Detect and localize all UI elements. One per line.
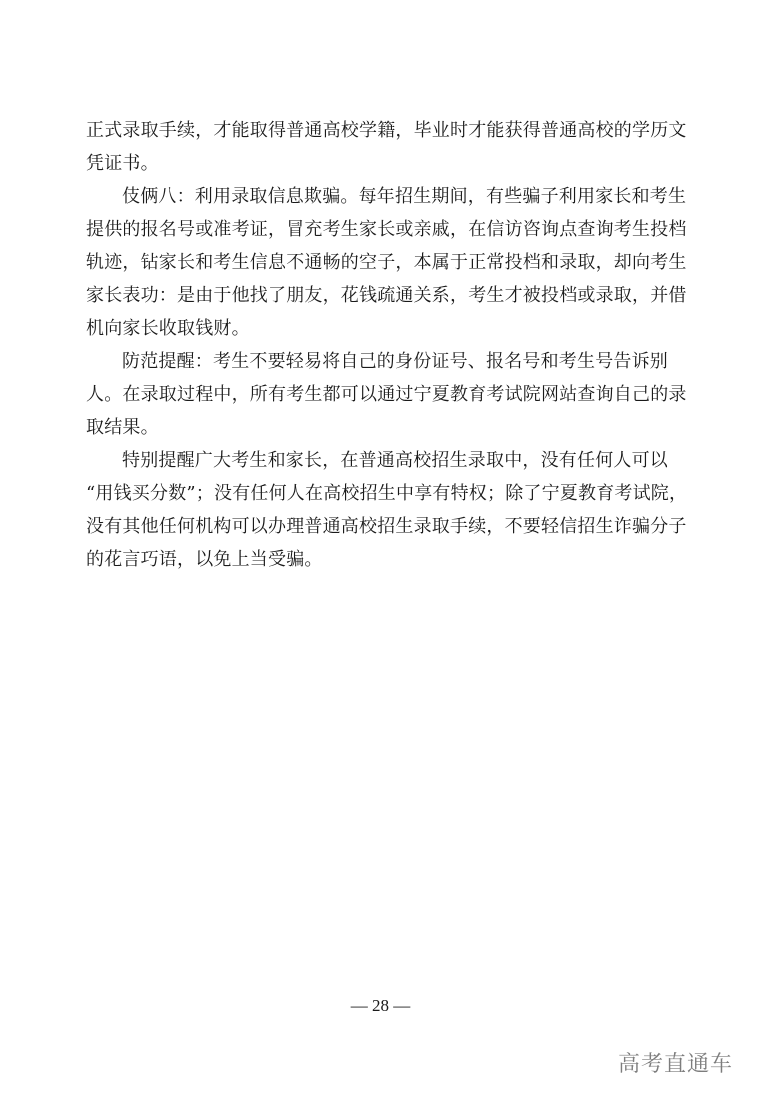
page-number: — 28 — [350, 996, 411, 1015]
text-line: 凭证书。 [86, 153, 159, 174]
text-line: 防范提醒：考生不要轻易将自己的身份证号、报名号和考生号告诉别 [122, 351, 668, 372]
text-line: 没有其他任何机构可以办理普通高校招生录取手续，不要轻信招生诈骗分子 [86, 516, 687, 537]
paragraph-continuation [86, 114, 687, 180]
text-line: “用钱买分数”；没有任何人在高校招生中享有特权；除了宁夏教育考试院， [86, 483, 688, 504]
paragraph-prevention-reminder [86, 345, 687, 444]
paragraph-special-reminder [86, 444, 688, 576]
text-line: 提供的报名号或准考证，冒充考生家长或亲戚，在信访咨询点查询考生投档 [86, 219, 687, 240]
text-line: 伎俩八：利用录取信息欺骗。每年招生期间，有些骗子利用家长和考生 [122, 186, 687, 207]
text-line: 人。在录取过程中，所有考生都可以通过宁夏教育考试院网站查询自己的录 [86, 384, 687, 405]
text-line: 正式录取手续，才能取得普通高校学籍，毕业时才能获得普通高校的学历文 [86, 120, 687, 141]
paragraph-trick-eight [86, 180, 687, 345]
text-line: 特别提醒广大考生和家长，在普通高校招生录取中，没有任何人可以 [122, 450, 668, 471]
text-line: 家长表功：是由于他找了朋友，花钱疏通关系，考生才被投档或录取，并借 [86, 285, 687, 306]
text-line: 的花言巧语，以免上当受骗。 [86, 549, 323, 570]
text-line: 轨迹，钻家长和考生信息不通畅的空子，本属于正常投档和录取，却向考生 [86, 252, 687, 273]
text-line: 取结果。 [86, 417, 159, 438]
text-line: 机向家长收取钱财。 [86, 318, 250, 339]
body-text [86, 114, 688, 576]
watermark: 高考直通车 [617, 1052, 733, 1077]
